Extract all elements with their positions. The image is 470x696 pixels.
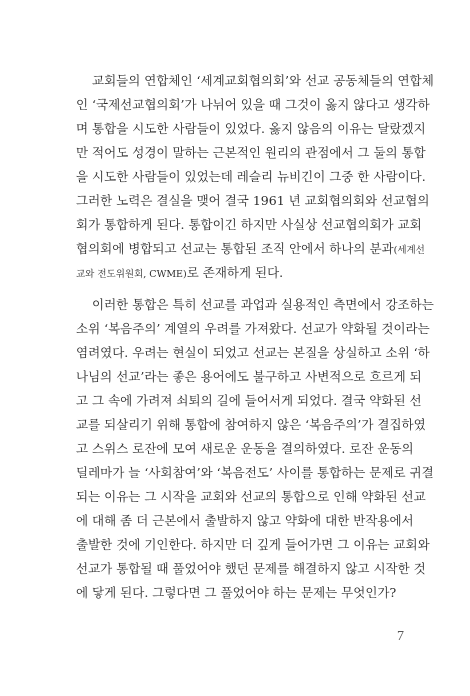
- paragraph-1-small-note: (세계선: [393, 245, 425, 256]
- paragraph-2-line-10: 에 대해 좀 더 근본에서 출발하지 않고 약화에 대한 반작용에서: [76, 513, 414, 528]
- paragraph-2-line-4: 나님의 선교’라는 좋은 용어에도 불구하고 사변적으로 흐르게 되: [76, 369, 422, 384]
- paragraph-2-line-7: 고 스위스 로잔에 모여 새로운 운동을 결의하였다. 로잔 운동의: [76, 441, 414, 456]
- paragraph-2-line-12: 선교가 통합될 때 풀었어야 했던 문제를 해결하지 않고 시작한 것: [76, 561, 426, 576]
- paragraph-1-small-note-2: 교와 전도위원회, CWME): [76, 269, 187, 280]
- page-number: 7: [397, 629, 404, 644]
- paragraph-1-line-9-tail: 로 존재하게 된다.: [186, 265, 284, 280]
- paragraph-2-line-6: 교를 되살리기 위해 통합에 참여하지 않은 ‘복음주의’가 결집하였: [76, 417, 426, 432]
- paragraph-1-line-8-text: 협의회에 병합되고 선교는 통합된 조직 안에서 하나의 분과: [76, 241, 394, 256]
- paragraph-1-line-1: 교회들의 연합체인 ‘세계교회협의회’와 선교 공동체들의 연합체: [92, 73, 434, 88]
- paragraph-1-line-2: 인 ‘국제선교협의회’가 나뉘어 있을 때 그것이 옳지 않다고 생각하: [76, 97, 430, 112]
- paragraph-2-line-5: 고 그 속에 가려져 쇠퇴의 길에 들어서게 되었다. 결국 약화된 선: [76, 393, 422, 408]
- paragraph-2-line-2: 소위 ‘복음주의’ 계열의 우려를 가져왔다. 선교가 약화될 것이라는: [76, 321, 430, 336]
- paragraph-1-line-6: 그러한 노력은 결실을 맺어 결국 1961 년 교회협의회와 선교협의: [76, 193, 430, 208]
- paragraph-2-line-8: 딜레마가 늘 ‘사회참여’와 ‘복음전도’ 사이를 통합하는 문제로 귀결: [76, 465, 434, 480]
- paragraph-2-line-1: 이러한 통합은 특히 선교를 과업과 실용적인 측면에서 강조하는: [92, 297, 434, 312]
- paragraph-2-line-13: 에 닿게 된다. 그렇다면 그 풀었어야 하는 문제는 무엇인가?: [76, 585, 397, 600]
- paragraph-2-line-3: 염려였다. 우려는 현실이 되었고 선교는 본질을 상실하고 소위 ‘하: [76, 345, 430, 360]
- paragraph-1-line-5: 을 시도한 사람들이 있었는데 레슬리 뉴비긴이 그중 한 사람이다.: [76, 169, 426, 184]
- paragraph-2-line-9: 되는 이유는 그 시작을 교회와 선교의 통합으로 인해 약화된 선교: [76, 489, 426, 504]
- paragraph-1-line-4: 만 적어도 성경이 말하는 근본적인 원리의 관점에서 그 둘의 통합: [76, 145, 426, 160]
- paragraph-1-line-9: [76, 265, 416, 283]
- paragraph-1-line-7: 회가 통합하게 된다. 통합이긴 하지만 사실상 선교협의회가 교회: [76, 217, 422, 232]
- paragraph-2-line-11: 출발한 것에 기인한다. 하지만 더 깊게 들어가면 그 이유는 교회와: [76, 537, 430, 552]
- paragraph-1-line-8: [76, 241, 425, 259]
- paragraph-1-line-3: 며 통합을 시도한 사람들이 있었다. 옳지 않음의 이유는 달랐겠지: [76, 121, 426, 136]
